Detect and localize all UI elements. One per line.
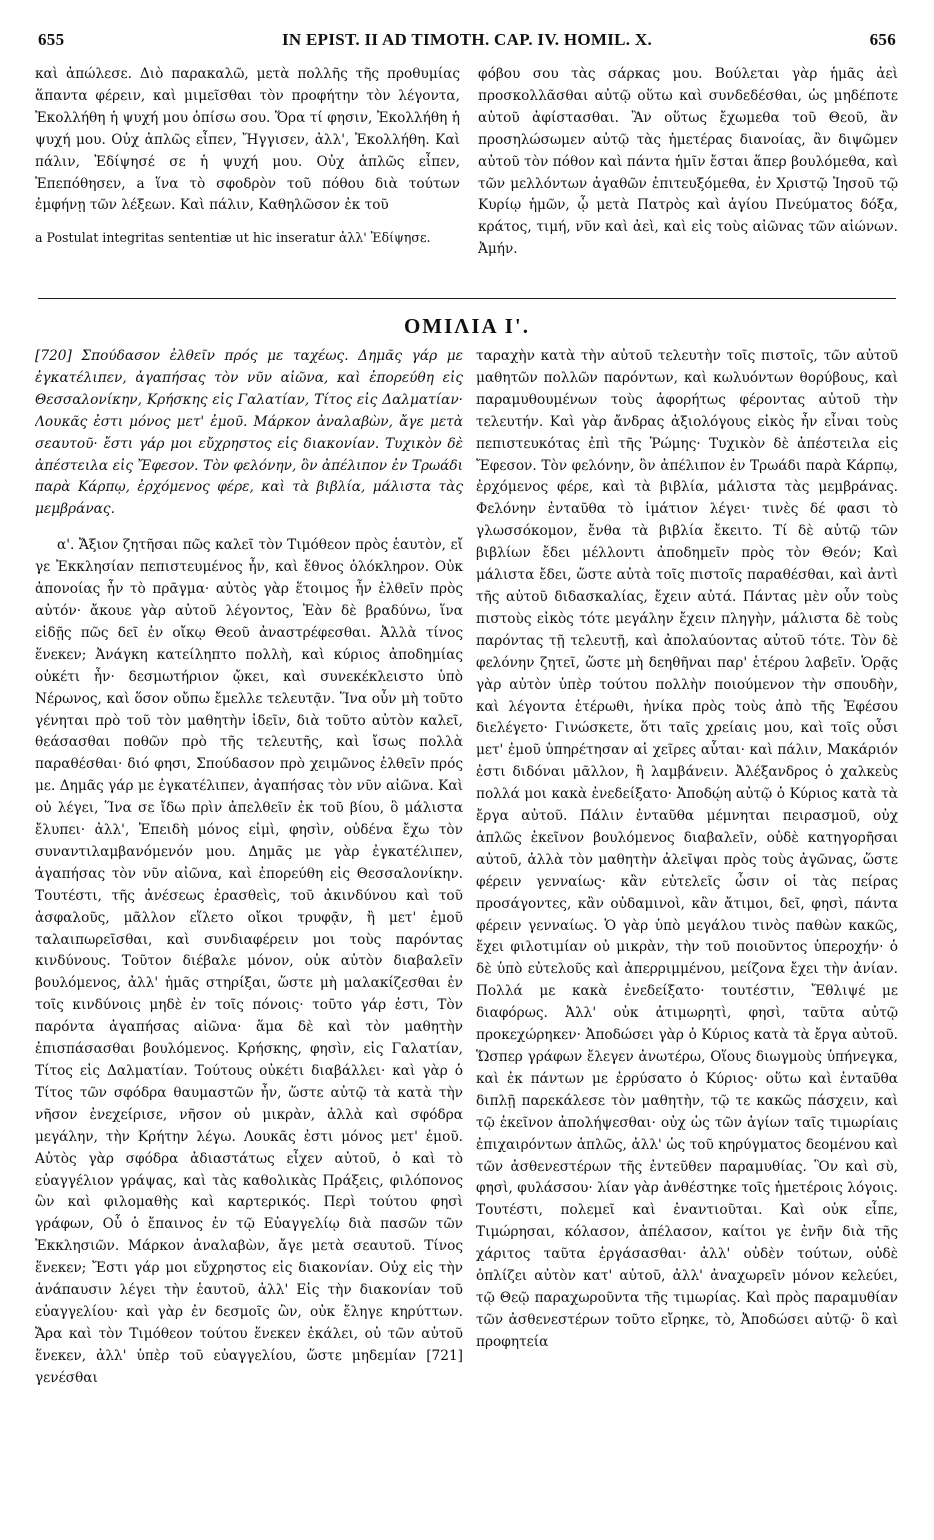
scripture-verse: [720] Σπούδασον ἐλθεῖν πρός με ταχέως. Δημᾶς γάρ με ἐγκατέλιπεν, ἀγαπήσας τὸν νῦν αἰῶνα, καὶ ἐπορεύθη εἰς Θεσσαλονίκην, Κρήσκης εἰς Γαλατίαν, Τίτος εἰς Δαλματίαν· Λουκᾶς ἐστι μόνος μετ' ἐμοῦ. Μάρκον ἀναλαβὼν, ἄγε μετὰ σεαυτοῦ· ἔστι γάρ μοι εὔχρηστος εἰς διακονίαν. Τυχικὸν δὲ ἀπέστειλα εἰς Ἔφεσον. Τὸν φελόνην, ὃν ἀπέλιπον ἐν Τρωάδι παρὰ Κάρπῳ, ἐρχόμενος φέρε, καὶ τὰ βιβλία, μάλιστα τὰς μεμβράνας. bbox=[35, 348, 463, 518]
top-left-paragraph: καὶ ἀπώλεσε. Διὸ παρακαλῶ, μετὰ πολλῆς τῆς προθυμίας ἅπαντα φέρειν, καὶ μιμεῖσθαι τὸν προφήτην τὸν λέγοντα, Ἐκολλήθη ἡ ψυχή μου ὀπίσω σου. Ὅρα τί φησιν, Ἐκολλήθη ἡ ψυχή μου. Οὐχ ἁπλῶς εἶπεν, Ἤγγισεν, ἀλλ', Ἐκολλήθη. Καὶ πάλιν, Ἐδίψησέ σε ἡ ψυχή μου. Οὐχ ἁπλῶς εἶπεν, Ἐπεπόθησεν, a ἵνα τὸ σφοδρὸν τοῦ πόθου διὰ τούτων ἐμφήνῃ τῶν λέξεων. Καὶ πάλιν, Καθηλῶσον ἐκ τοῦ bbox=[35, 66, 460, 214]
page-number-right: 656 bbox=[869, 30, 896, 49]
homily-title: ΟΜΙΛΙΑ Ι'. bbox=[403, 314, 531, 338]
running-header bbox=[38, 30, 896, 56]
top-right-text-block bbox=[478, 64, 898, 278]
commentary-paragraph-continued: ταραχὴν κατὰ τὴν αὐτοῦ τελευτὴν τοῖς πιστοῖς, τῶν αὐτοῦ μαθητῶν πολλῶν παρόντων, καὶ κωλυόντων θορύβους, καὶ παραμυθουμένων τοὺς ἀφορήτως φέροντας αὐτοῦ τὴν τελευτήν. Καὶ γὰρ ἄνδρας ἀξιολόγους εἰκὸς ἦν εἶναι τοὺς πεπιστευκότας ἐπὶ τῆς Ῥώμης· Τυχικὸν δὲ ἀπέστειλα εἰς Ἔφεσον. Τὸν φελόνην, ὃν ἀπέλιπον ἐν Τρωάδι παρὰ Κάρπῳ, ἐρχόμενος φέρε, καὶ τὰ βιβλία, μάλιστα τὰς μεμβράνας. Φελόνην ἐνταῦθα τὸ ἱμάτιον λέγει· τινὲς δέ φασι τὸ γλωσσόκομον, ἔνθα τὰ βιβλία ἔκειτο. Τί δὲ αὐτῷ τῶν βιβλίων ἔδει μέλλοντι ἀποδημεῖν πρὸς τὸν Θεόν; Καὶ μάλιστα ἔδει, ὥστε αὐτὰ τοῖς πιστοῖς παραθέσθαι, καὶ ἀντὶ τῆς αὐτοῦ διδασκαλίας, ἔχειν αὐτά. Πάντας μὲν οὖν τοὺς πιστοὺς εἰκὸς τότε μεγάλην ἔχειν πληγὴν, μάλιστα δὲ τοὺς παρόντας τῇ τελευτῇ, καὶ ἀπολαύοντας αὐτοῦ τότε. Τὸν δὲ φελόνην ζητεῖ, ὥστε μὴ δεηθῆναι παρ' ἑτέρου λαβεῖν. Ὁρᾷς γὰρ αὐτὸν ὑπὲρ τούτου πολλὴν ποιούμενον τὴν σπουδὴν, καὶ λέγοντα ἑτέρωθι, ἡνίκα πρὸς τοὺς ἀπὸ τῆς Ἐφέσου διελέγετο· Γινώσκετε, ὅτι ταῖς χρείαις μου, καὶ τοῖς οὖσι μετ' ἐμοῦ ὑπηρέτησαν αἱ χεῖρες αὗται· καὶ πάλιν, Μακάριόν ἐστι διδόναι μᾶλλον, ἢ λαμβάνειν. Ἀλέξανδρος ὁ χαλκεὺς πολλά μοι κακὰ ἐνεδείξατο· Ἀποδῴη αὐτῷ ὁ Κύριος κατὰ τὰ ἔργα αὐτοῦ. Πάλιν ἐνταῦθα μέμνηται πειρασμοῦ, οὐχ ἁπλῶς ἐκεῖνον βουλόμενος διαβαλεῖν, οὐδὲ κατηγορῆσαι αὐτοῦ, ἀλλὰ τὸν μαθητὴν ἀλεῖψαι πρὸς τοὺς ἀγῶνας, ὥστε φέρειν γενναίως· κἂν εὐτελεῖς ὦσιν οἱ τὰς πείρας προσάγοντες, κἂν οὐδαμινοὶ, κἂν ἄτιμοι, δεῖ, φησὶ, πάντα φέρειν γενναίως. Ὁ γὰρ ὑπὸ μεγάλου τινὸς παθὼν κακῶς, ἔχει φιλοτιμίαν οὐ μικρὰν, τὴν τοῦ ποιοῦντος ὑπεροχήν· ὁ δὲ ὑπὸ εὐτελοῦς καὶ ἀπερριμμένου, μείζονα ἔχει τὴν ἀνίαν. Πολλά με κακὰ ἐνεδείξατο· τουτέστιν, Ἔθλιψέ με διαφόρως. Ἀλλ' οὐκ ἀτιμωρητὶ, φησὶ, ταῦτα αὐτῷ προκεχώρηκεν· Ἀποδώσει γὰρ ὁ Κύριος κατὰ τὰ ἔργα αὐτοῦ. Ὥσπερ γράφων ἔλεγεν ἀνωτέρω, Οἵους διωγμοὺς ὑπήνεγκα, καὶ ἐκ πάντων με ἐρρύσατο ὁ Κύριος· οὕτω καὶ ἐνταῦθα διπλῇ παρεκάλεσε τὸν μαθητὴν, τῷ τε κακῶς πάσχειν, καὶ τῷ ἐκεῖνον ἀπολήψεσθαι· οὐχ ὡς τῶν ἁγίων ταῖς τιμωρίαις ἐπιχαιρόντων ἁπλῶς, ἀλλ' ὡς τοῦ κηρύγματος δεομένου καὶ τῶν ἀσθενεστέρων τῆς ἐντεῦθεν παραμυθίας. Ὃν καὶ σὺ, φησὶ, φυλάσσου· λίαν γὰρ ἀνθέστηκε τοῖς ἡμετέροις λόγοις. Τουτέστι, πολεμεῖ καὶ ἐναντιοῦται. Καὶ οὐκ εἶπε, Τιμώρησαι, κόλασον, ἀπέλασον, καίτοι γε ἐνῆν διὰ τῆς χάριτος ταῦτα ἐργάσασθαι· ἀλλ' οὐδὲν τούτων, οὐδὲ ὁπλίζει αὐτὸν κατ' αὐτοῦ, ἀλλ' ἀναχωρεῖν μόνον κελεύει, τῷ Θεῷ παραχωροῦντα τῆς τιμωρίας. Καὶ πρὸς παραμυθίαν τῶν ἀσθενεστέρων τοῦτο εἴρηκε, τὸ, Ἀποδώσει αὐτῷ· ὃ καὶ προφητεία bbox=[476, 348, 898, 1350]
page-number-left: 655 bbox=[38, 30, 65, 49]
left-column bbox=[35, 346, 463, 1506]
top-right-paragraph: φόβου σου τὰς σάρκας μου. Βούλεται γὰρ ἡμᾶς ἀεὶ προσκολλᾶσθαι αὐτῷ οὕτω καὶ συνδεδέσθαι, ὡς μηδέποτε αὐτοῦ ἀφίστασθαι. Ἂν οὕτως ἔχωμεθα τοῦ Θεοῦ, ἂν προσηλώσωμεν αὐτῷ τὰς ἡμετέρας διανοίας, ἂν διψῶμεν αὐτοῦ τὸν πόθον καὶ πάντα ἡμῖν ἔσται ἅπερ βουλόμεθα, καὶ τῶν μελλόντων ἀγαθῶν ἐπιτευξόμεθα, ἐν Χριστῷ Ἰησοῦ τῷ Κυρίῳ ἡμῶν, ᾧ μετὰ Πατρὸς καὶ ἁγίου Πνεύματος δόξα, κράτος, τιμή, νῦν καὶ ἀεὶ, καὶ εἰς τοὺς αἰῶνας τῶν αἰώνων. Ἀμήν. bbox=[478, 66, 898, 258]
section-divider bbox=[38, 298, 896, 299]
running-title: IN EPIST. II AD TIMOTH. CAP. IV. HOMIL. X. bbox=[282, 30, 652, 49]
footnote bbox=[35, 228, 460, 274]
top-left-text-block bbox=[35, 64, 460, 224]
footnote-text: a Postulat integritas sententiæ ut hic inseratur ἀλλ' Ἐδίψησε. bbox=[35, 230, 431, 245]
right-column bbox=[476, 346, 898, 1506]
commentary-paragraph: α'. Ἄξιον ζητῆσαι πῶς καλεῖ τὸν Τιμόθεον πρὸς ἑαυτὸν, εἴ γε Ἐκκλησίαν πεπιστευμένος ἦν, καὶ ἔθνος ὁλόκληρον. Οὐκ ἀπονοίας ἦν τὸ πρᾶγμα· αὐτὸς γὰρ ἕτοιμος ἦν ἐλθεῖν πρὸς αὐτόν· ἄκουε γὰρ αὐτοῦ λέγοντος, Ἐὰν δὲ βραδύνω, ἵνα εἰδῇς πῶς δεῖ ἐν οἴκῳ Θεοῦ ἀναστρέφεσθαι. Ἀλλὰ τίνος ἕνεκεν; Ἀνάγκη κατείληπτο πολλὴ, καὶ κύριος ἀποδημίας οὐκέτι ἦν· δεσμωτήριον ᾤκει, καὶ συνεκέκλειστο ὑπὸ Νέρωνος, καὶ ὅσον οὔπω ἔμελλε τελευτᾷν. Ἵνα οὖν μὴ τοῦτο γένηται πρὸ τοῦ τὸν μαθητὴν ἰδεῖν, διὰ τοῦτο αὐτὸν καλεῖ, θεάσασθαι ποθῶν πρὸ τῆς τελευτῆς, καὶ ἴσως πολλὰ παραθέσθαι· διό φησι, Σπούδασον πρὸ χειμῶνος ἐλθεῖν πρός με. Δημᾶς γάρ με ἐγκατέλιπεν, ἀγαπήσας τὸν νῦν αἰῶνα. Καὶ οὐ λέγει, Ἵνα σε ἴδω πρὶν ἀπελθεῖν ἐκ τοῦ βίου, ὃ μάλιστα ἔλυπει· ἀλλ', Ἐπειδὴ μόνος εἰμὶ, φησὶν, οὐδένα ἔχω τὸν συναντιλαμβανόμενόν μου. Δημᾶς με γὰρ ἐγκατέλιπεν, ἀγαπήσας τὸν νῦν αἰῶνα, καὶ ἐπορεύθη εἰς Θεσσαλονίκην. Τουτέστι, τῆς ἀνέσεως ἐρασθεὶς, τοῦ ἀκινδύνου καὶ τοῦ ἀσφαλοῦς, μᾶλλον εἵλετο οἴκοι τρυφᾷν, ἢ μετ' ἐμοῦ ταλαιπωρεῖσθαι, καὶ συνδιαφέρειν μοι τοὺς παρόντας κινδύνους. Τοῦτον διέβαλε μόνον, οὐκ αὐτὸν διαβαλεῖν βουλόμενος, ἀλλ' ἡμᾶς στηρίξαι, ὥστε μὴ μαλακίζεσθαι ἐν τοῖς κινδύνοις μηδὲ ἐν τοῖς πόνοις· τοῦτο γάρ ἐστι, Τὸν παρόντα ἀγαπήσας αἰῶνα· ἅμα δὲ καὶ τὸν μαθητὴν ἐπισπάσασθαι βουλόμενος. Κρήσκης, φησὶν, εἰς Γαλατίαν, Τίτος εἰς Δαλματίαν. Τούτους οὐκέτι διαβάλλει· καὶ γὰρ ὁ Τίτος τῶν σφόδρα θαυμαστῶν ἦν, ὥστε αὐτῷ τὰ κατὰ τὴν νῆσον ἐνεχείρισε, νῆσον οὐ μικρὰν, ἀλλὰ καὶ σφόδρα μεγάλην, τὴν Κρήτην λέγω. Λουκᾶς ἐστι μόνος μετ' ἐμοῦ. Αὐτὸς γὰρ σφόδρα ἀδιαστάτως εἶχεν αὐτοῦ, ὁ καὶ τὸ εὐαγγέλιον γράψας, καὶ τὰς καθολικὰς Πράξεις, φιλόπονος ὢν καὶ φιλομαθὴς καὶ καρτερικός. Περὶ τούτου φησὶ γράφων, Οὗ ὁ ἔπαινος ἐν τῷ Εὐαγγελίῳ διὰ πασῶν τῶν Ἐκκλησιῶν. Μάρκον ἀναλαβὼν, ἄγε μετὰ σεαυτοῦ. Τίνος ἕνεκεν; Ἔστι γάρ μοι εὔχρηστος εἰς διακονίαν. Οὐχ εἰς τὴν ἀνάπαυσιν λέγει τὴν ἑαυτοῦ, ἀλλ' Εἰς τὴν διακονίαν τοῦ εὐαγγελίου· καὶ γὰρ ἐν δεσμοῖς ὢν, οὐκ ἔληγε κηρύττων. Ἄρα καὶ τὸν Τιμόθεον τούτου ἕνεκεν ἐκάλει, οὐ τῶν αὐτοῦ ἕνεκεν, ἀλλ' ὑπὲρ τοῦ εὐαγγελίου, ὥστε μηδεμίαν [721] γενέσθαι bbox=[35, 537, 463, 1386]
